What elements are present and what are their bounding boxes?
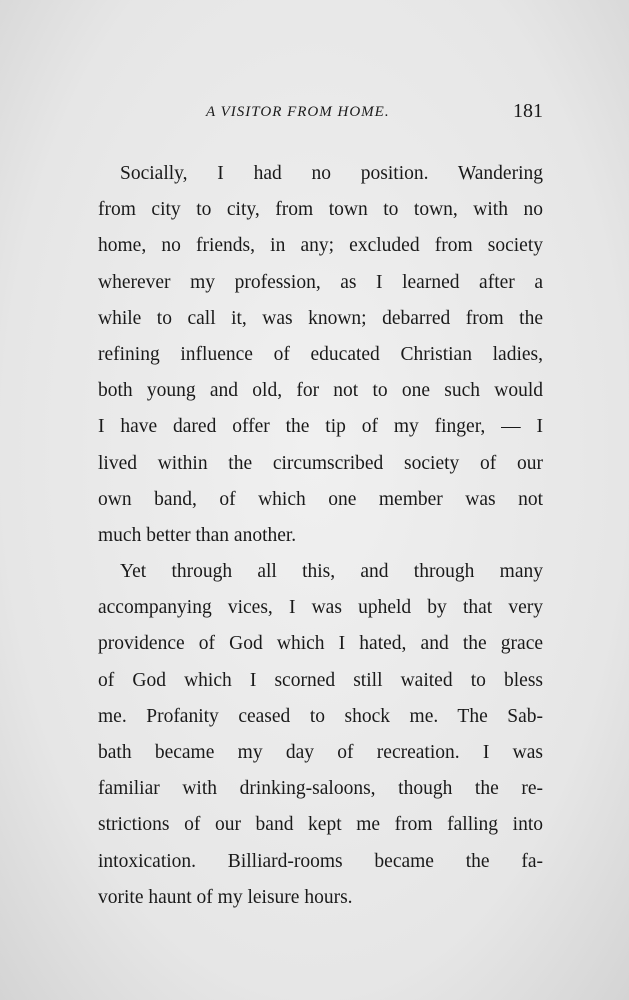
paragraph	[98, 156, 543, 554]
text-line: vorite haunt of my leisure hours.	[98, 886, 353, 908]
text-line: strictions of our band kept me from falling into	[98, 814, 543, 836]
text-line: me. Profanity ceased to shock me. The Sab-	[98, 705, 543, 727]
text-line: of God which I scorned still waited to bless	[98, 669, 543, 691]
text-line: providence of God which I hated, and the grace	[98, 633, 543, 655]
text-line: wherever my profession, as I learned after a	[98, 271, 543, 293]
text-line: refining influence of educated Christian ladies,	[98, 343, 543, 365]
text-line: lived within the circumscribed society of our	[98, 452, 543, 474]
text-line: familiar with drinking-saloons, though the re-	[98, 778, 543, 800]
text-line: accompanying vices, I was upheld by that very	[98, 597, 543, 619]
text-line: while to call it, was known; debarred from the	[98, 307, 543, 329]
running-title: A VISITOR FROM HOME.	[206, 104, 390, 120]
text-line: home, no friends, in any; excluded from society	[98, 235, 543, 257]
body-text	[98, 156, 543, 916]
text-line: from city to city, from town to town, with no	[98, 199, 543, 221]
text-line: I have dared offer the tip of my finger, — I	[98, 416, 543, 438]
page-header	[98, 100, 543, 130]
text-line: Socially, I had no position. Wandering	[120, 163, 543, 184]
text-line: both young and old, for not to one such would	[98, 380, 543, 402]
text-line: bath became my day of recreation. I was	[98, 742, 543, 763]
page-number: 181	[513, 100, 543, 122]
text-line: intoxication. Billiard-rooms became the fa-	[98, 850, 543, 872]
paragraph	[98, 554, 543, 916]
text-line: Yet through all this, and through many	[120, 561, 543, 583]
text-line: much better than another.	[98, 524, 297, 546]
text-line: own band, of which one member was not	[98, 488, 543, 510]
